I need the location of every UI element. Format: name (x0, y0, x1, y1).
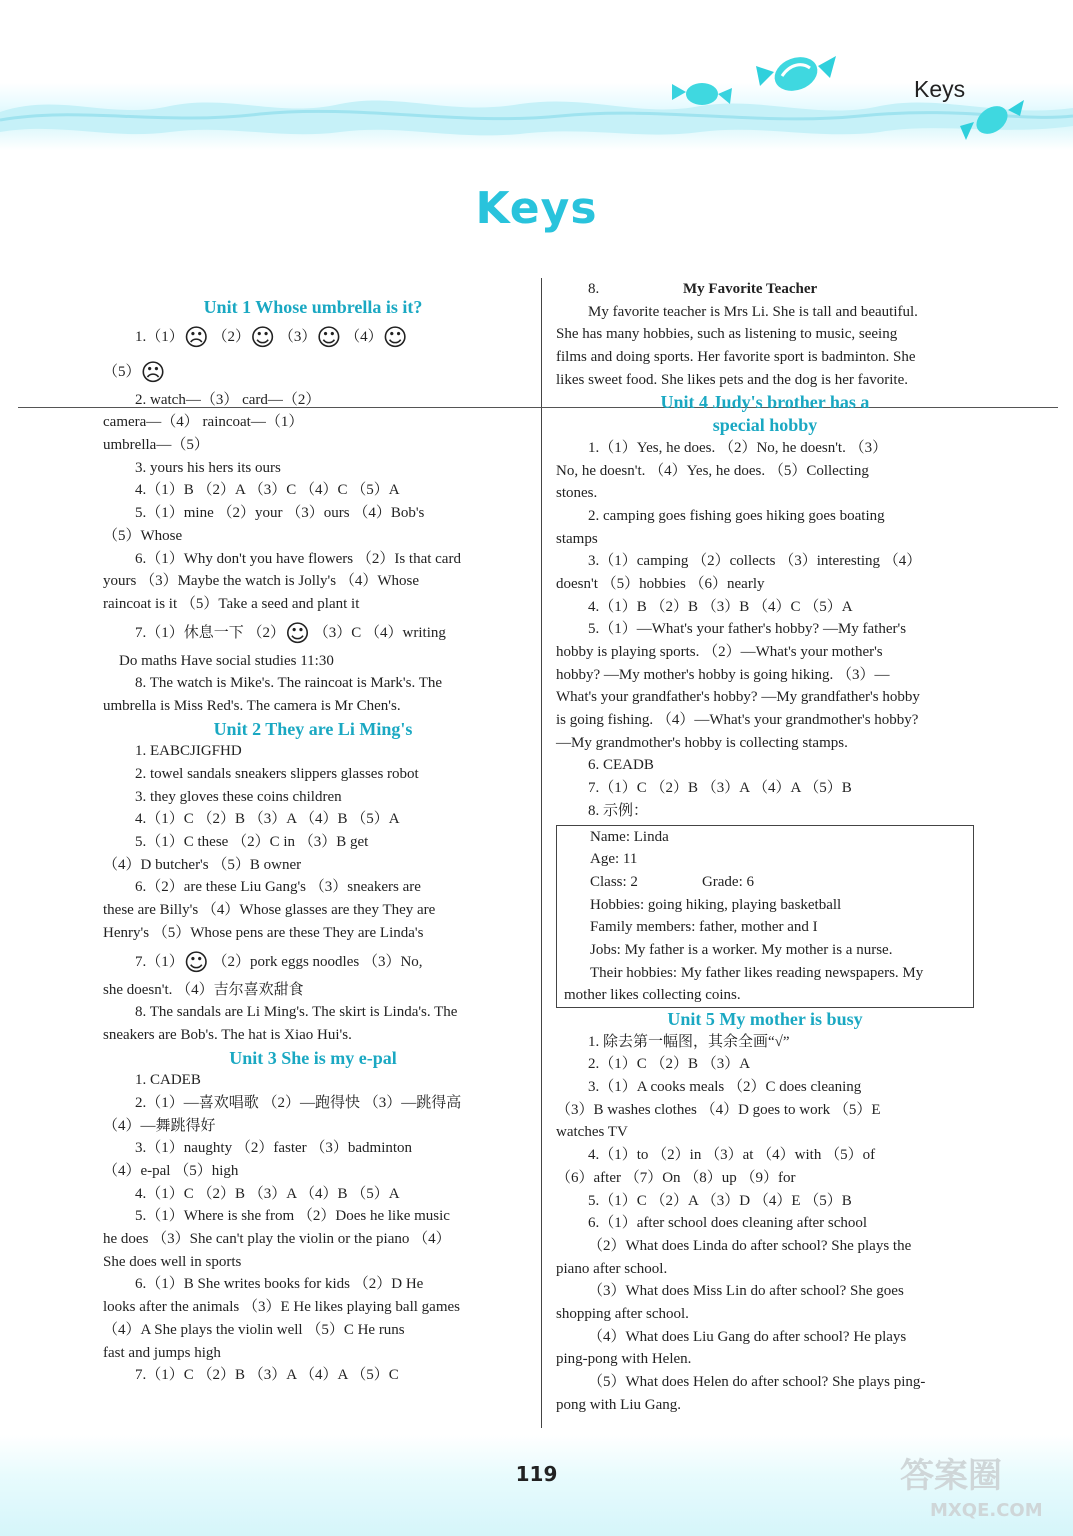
answer-line: （3）B washes clothes （4）D goes to work （5）E (556, 1101, 881, 1118)
smiley-face-icon: ☺ (316, 323, 342, 352)
answer-line: 3.（1）A cooks meals （2）C does cleaning (588, 1079, 862, 1096)
answer-line: （4）—舞跳得好 (103, 1117, 216, 1134)
card-line: Hobbies: going hiking, playing basketball (590, 896, 842, 913)
answer-text: 1.（1） (135, 328, 184, 345)
answer-line: （4）A She plays the violin well （5）C He runs (103, 1321, 405, 1338)
card-class: Class: 2 (590, 873, 638, 890)
answer-text: 7.（1）休息一下 （2） (135, 624, 286, 641)
card-line: Family members: father, mother and I (590, 919, 818, 936)
answer-line: camera—（4） raincoat—（1） (103, 414, 304, 431)
smiley-face-icon: ☺ (183, 948, 209, 977)
answer-line: 5.（1）Where is she from （2）Does he like music (135, 1208, 450, 1225)
left-column (103, 296, 523, 1387)
answer-line: （3）What does Miss Lin do after school? She goes (588, 1283, 904, 1300)
answer-line: ping-pong with Helen. (556, 1351, 692, 1368)
answer-line: 4.（1）C （2）B （3）A （4）B （5）A (135, 1185, 400, 1202)
card-line: Name: Linda (590, 828, 669, 845)
answer-line: 4.（1）B （2）B （3）B （4）C （5）A (588, 598, 853, 615)
answer-line: sneakers are Bob's. The hat is Xiao Hui's. (103, 1026, 352, 1043)
answer-line: 4.（1）C （2）B （3）A （4）B （5）A (135, 811, 400, 828)
unit-5-title: Unit 5 My mother is busy (667, 1009, 863, 1029)
answer-line: 3. they gloves these coins children (135, 788, 342, 805)
header-wave (0, 92, 1073, 142)
answer-line: she doesn't. （4）吉尔喜欢甜食 (103, 981, 304, 998)
answer-line: watches TV (556, 1124, 628, 1141)
candy-icon (672, 74, 732, 114)
answer-line: 2.（1）C （2）B （3）A (588, 1056, 751, 1073)
answer-line: （4）D butcher's （5）B owner (103, 856, 302, 873)
answer-text: （2） (212, 328, 251, 345)
unit-4-title: Unit 4 Judy's brother has a (660, 392, 870, 413)
card-line: Age: 11 (590, 851, 638, 868)
sad-face-icon: ☹ (140, 358, 166, 387)
answer-line: yours （3）Maybe the watch is Jolly's （4）Whose (103, 573, 419, 590)
answer-line: 5.（1）—What's your father's hobby? —My father's (588, 621, 907, 638)
answer-line: 3.（1）naughty （2）faster （3）badminton (135, 1140, 413, 1157)
answer-text: （2）pork eggs noodles （3）No, (212, 953, 423, 970)
answer-line: doesn't （5）hobbies （6）nearly (556, 575, 765, 592)
answer-line: 1. CADEB (135, 1072, 201, 1089)
answer-line: 2.（1）—喜欢唱歌 （2）—跑得快 （3）—跳得高 (135, 1094, 462, 1111)
answer-line: 2. watch—（3） card—（2） (135, 391, 321, 408)
essay-number: 8. (588, 281, 600, 297)
answer-line: 8. The watch is Mike's. The raincoat is Mark's. The (135, 675, 443, 692)
essay-heading (556, 278, 974, 301)
answer-line (103, 355, 523, 389)
answer-line: stamps (556, 530, 598, 547)
answer-line: 8. 示例： (588, 802, 649, 819)
header-label: Keys (914, 76, 966, 102)
answer-line (103, 945, 523, 979)
answer-line: 4.（1）to （2）in （3）at （4）with （5）of (588, 1147, 876, 1164)
answer-line: 6.（1）B She writes books for kids （2）D He (135, 1276, 424, 1293)
answer-line: 7.（1）C （2）B （3）A （4）A （5）B (588, 780, 852, 797)
answer-line: 6.（1）Why don't you have flowers （2）Is that card (135, 550, 461, 567)
answer-line: —My grandmother's hobby is collecting stamps. (556, 734, 848, 751)
answer-line: umbrella is Miss Red's. The camera is Mr Chen's. (103, 697, 401, 714)
card-line: Jobs: My father is a worker. My mother is a nurse. (590, 941, 893, 958)
answer-line: 6. CEADB (588, 757, 654, 774)
answer-line: shopping after school. (556, 1305, 689, 1322)
card-line: mother likes collecting coins. (564, 987, 741, 1004)
answer-line: Henry's （5）Whose pens are these They are Linda's (103, 924, 424, 941)
answer-text: 7.（1） (135, 953, 184, 970)
answer-line: 4.（1）B （2）A （3）C （4）C （5）A (135, 482, 400, 499)
answer-line: （2）What does Linda do after school? She plays the (588, 1237, 912, 1254)
smiley-face-icon: ☺ (285, 619, 311, 648)
essay-line: likes sweet food. She likes pets and the dog is her favorite. (556, 371, 909, 388)
answer-line: 6.（2）are these Liu Gang's （3）sneakers are (135, 879, 421, 896)
answer-line: Do maths Have social studies 11:30 (119, 652, 334, 669)
answer-line: （5）Whose (103, 527, 183, 544)
answer-line: raincoat is it （5）Take a seed and plant it (103, 595, 360, 612)
unit-3-title: Unit 3 She is my e-pal (229, 1047, 397, 1068)
answer-line: 5.（1）mine （2）your （3）ours （4）Bob's (135, 505, 425, 522)
answer-text: （4） (345, 328, 383, 345)
answer-line: 1. 除去第一幅图，其余全画“√” (588, 1033, 790, 1050)
candy-icon (960, 96, 1024, 144)
answer-line: 1.（1）Yes, he does. （2）No, he doesn't. （3） (588, 439, 888, 456)
page-title: Keys (475, 183, 598, 234)
answer-line: piano after school. (556, 1260, 668, 1277)
essay-line: My favorite teacher is Mrs Li. She is tall and beautiful. (588, 303, 918, 320)
card-grade: Grade: 6 (701, 873, 754, 890)
answer-line: （4）What does Liu Gang do after school? He plays (588, 1328, 907, 1345)
answer-line (103, 616, 523, 650)
answer-line: these are Billy's （4）Whose glasses are they They are (103, 902, 436, 919)
answer-line: 6.（1）after school does cleaning after school (588, 1215, 868, 1232)
card-line (564, 871, 973, 894)
answer-line: umbrella—（5） (103, 437, 209, 454)
answer-line: （5）What does Helen do after school? She plays ping- (588, 1374, 926, 1390)
answer-line: （6）after （7）On （8）up （9）for (556, 1169, 796, 1186)
candy-icon (756, 46, 836, 102)
right-column (556, 278, 974, 1416)
answer-line: 8. The sandals are Li Ming's. The skirt is Linda's. The (135, 1004, 458, 1021)
answer-line: 2. towel sandals sneakers slippers glasses robot (135, 766, 419, 782)
info-card (556, 825, 974, 1009)
answer-line: stones. (556, 485, 598, 502)
essay-title: My Favorite Teacher (683, 281, 818, 297)
answer-line: fast and jumps high (103, 1344, 221, 1361)
essay-line: films and doing sports. Her favorite sport is badminton. She (556, 349, 916, 366)
column-divider (541, 278, 542, 1428)
answer-line: looks after the animals （3）E He likes playing ball games (103, 1299, 460, 1316)
answer-line: pong with Liu Gang. (556, 1396, 681, 1413)
answer-line: No, he doesn't. （4）Yes, he does. （5）Collecting (556, 462, 869, 479)
answer-line: 1. EABCJIGFHD (135, 743, 242, 760)
watermark-url: MXQE.COM (930, 1500, 1043, 1521)
essay-line: She has many hobbies, such as listening to music, seeing (556, 326, 898, 343)
sad-face-icon: ☹ (183, 323, 209, 352)
smiley-face-icon: ☺ (382, 323, 408, 352)
answer-line: 7.（1）C （2）B （3）A （4）A （5）C (135, 1367, 399, 1384)
answer-line: 5.（1）C these （2）C in （3）B get (135, 834, 369, 851)
answer-line: 3.（1）camping （2）collects （3）interesting （4） (588, 553, 922, 570)
answer-line: What's your grandfather's hobby? —My grandfather's hobby (556, 689, 920, 706)
answer-text: （3） (278, 328, 317, 345)
unit-1-title: Unit 1 Whose umbrella is it? (203, 297, 423, 317)
answer-line: he does （3）She can't play the violin or the piano （4） (103, 1231, 451, 1248)
page-number: 119 (515, 1462, 558, 1486)
answer-text: （5） (103, 363, 141, 380)
answer-line: hobby is playing sports. （2）—What's your mother's (556, 644, 883, 660)
answer-line: She does well in sports (103, 1253, 242, 1270)
answer-line: 5.（1）C （2）A （3）D （4）E （5）B (588, 1192, 852, 1209)
answer-line: is going fishing. （4）—What's your grandmother's hobby? (556, 712, 919, 729)
watermark: 答案圈 (900, 1456, 1002, 1496)
answer-line: 2. camping goes fishing goes hiking goes boating (588, 507, 885, 524)
answer-text: （3）C （4）writing (313, 624, 446, 641)
unit-4-title-cont: special hobby (712, 415, 818, 436)
answer-line: hobby? —My mother's hobby is going hiking. （3）— (556, 666, 890, 683)
smiley-face-icon: ☺ (250, 323, 276, 352)
answer-line: （4）e-pal （5）high (103, 1163, 239, 1179)
card-line: Their hobbies: My father likes reading newspapers. My (590, 964, 924, 981)
answer-line (103, 319, 523, 355)
unit-2-title: Unit 2 They are Li Ming's (213, 718, 413, 739)
answer-line: 3. yours his hers its ours (135, 459, 281, 476)
